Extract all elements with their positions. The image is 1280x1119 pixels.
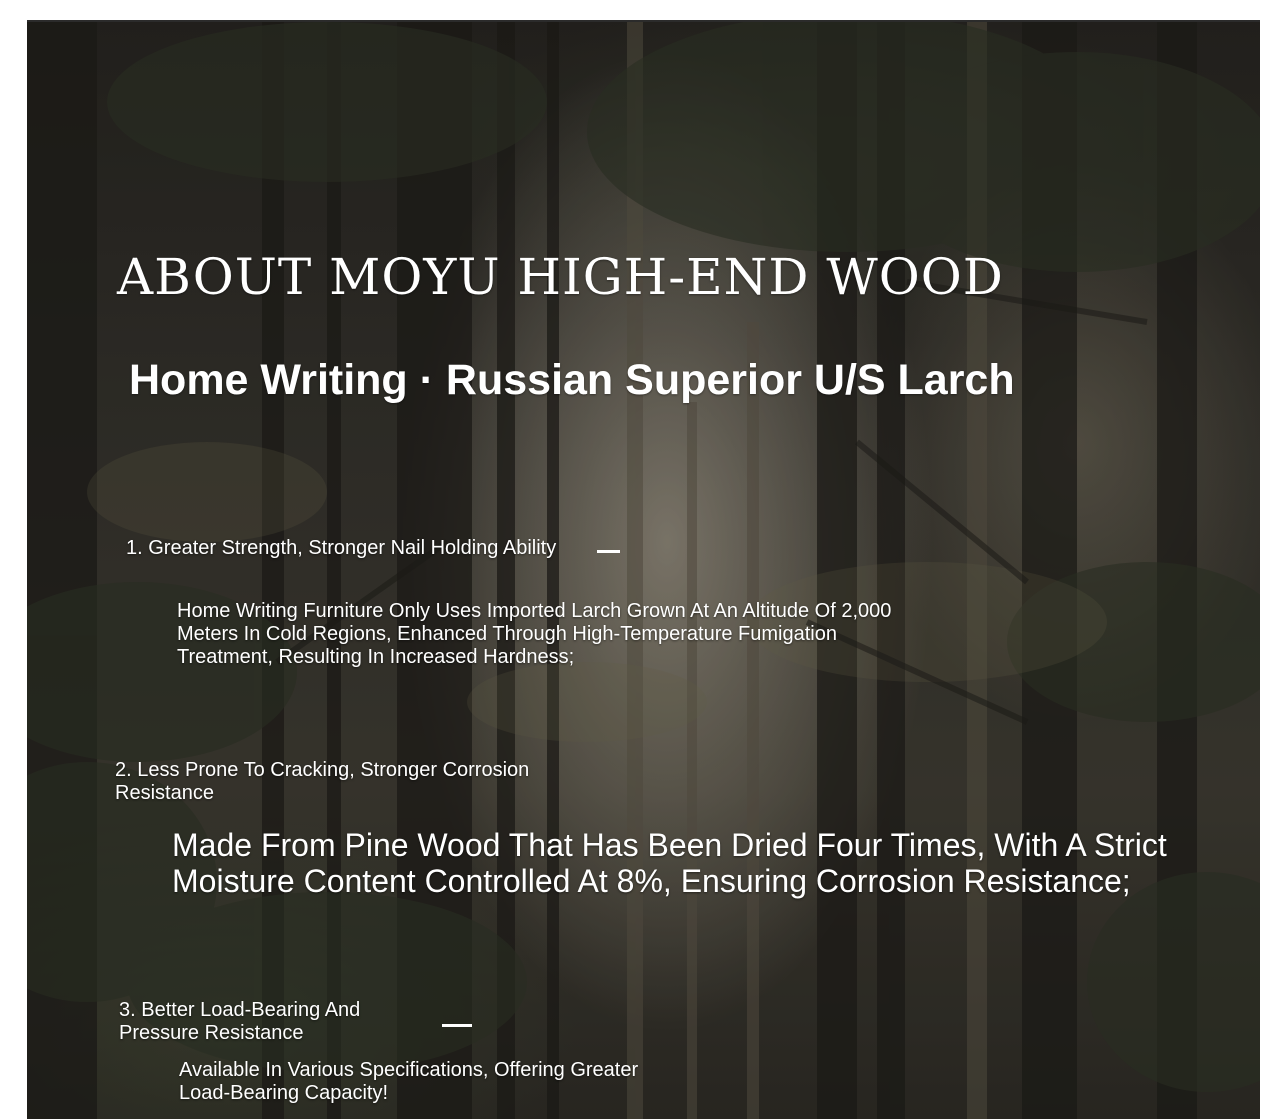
section-subtitle: Home Writing · Russian Superior U/S Larch (129, 356, 1015, 404)
point-3-heading: 3. Better Load-Bearing And Pressure Resistance (119, 999, 361, 1044)
point-3-dash (442, 1024, 472, 1027)
point-2-body: Made From Pine Wood That Has Been Dried Four Times, With A Strict Moisture Content Controlled At 8%, Ensuring Corrosion Resistance; (172, 827, 1167, 899)
about-section (27, 22, 1260, 1119)
point-2-heading: 2. Less Prone To Cracking, Stronger Corrosion Resistance (115, 759, 530, 804)
point-1-body: Home Writing Furniture Only Uses Imported Larch Grown At An Altitude Of 2,000 Meters In Cold Regions, Enhanced Through High-Temperature Fumigation Treatment, Resulting In Increased Hardness; (177, 600, 892, 668)
dark-overlay (27, 22, 1260, 1119)
point-1-dash (597, 550, 620, 553)
point-3-body: Available In Various Specifications, Offering Greater Load-Bearing Capacity! (179, 1059, 639, 1104)
section-title: ABOUT MOYU HIGH-END WOOD (117, 248, 1004, 306)
point-1-heading: 1. Greater Strength, Stronger Nail Holding Ability (126, 537, 557, 559)
